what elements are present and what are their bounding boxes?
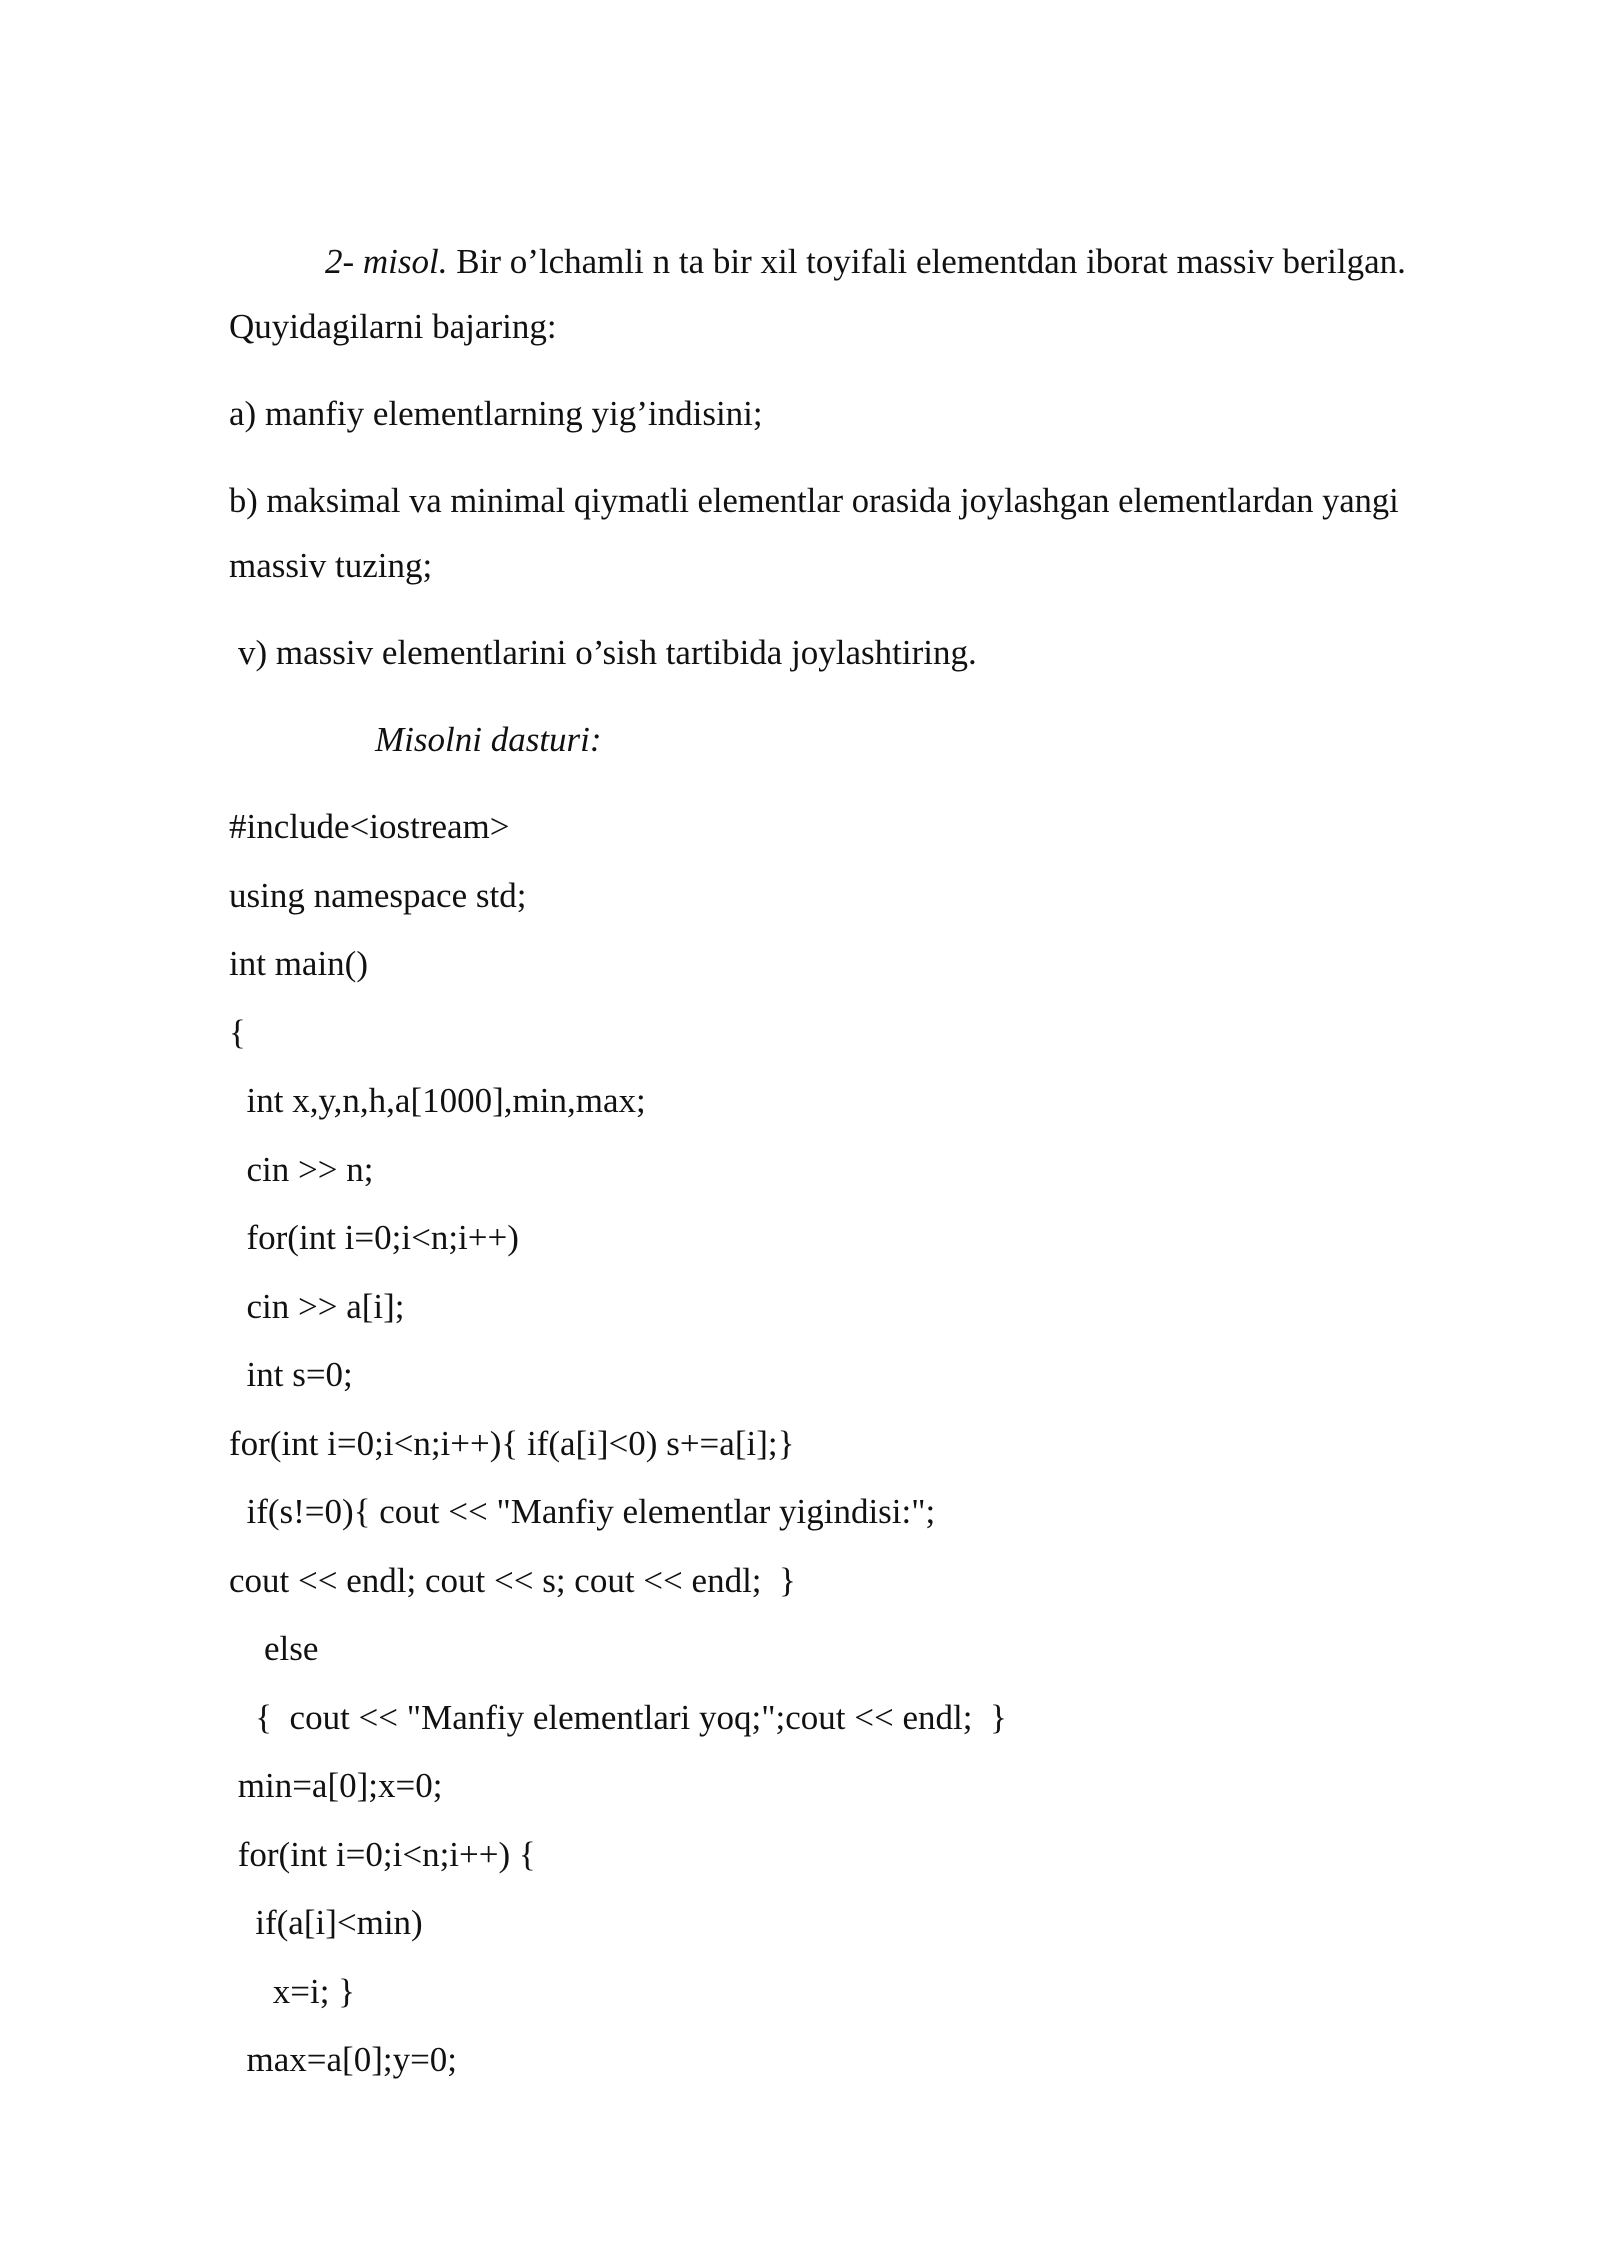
code-line: { cout << "Manfiy elementlari yoq;";cout << endl; }: [229, 1698, 1007, 1737]
code-line: x=i; }: [229, 1972, 355, 2011]
intro-text: Bir o’lchamli n ta bir xil toyifali elementdan iborat massiv berilgan.: [447, 242, 1406, 281]
example-label: 2- misol.: [325, 242, 448, 281]
task-item-b-line-1: b) maksimal va minimal qiymatli elementlar orasida joylashgan elementlardan yangi: [229, 482, 1399, 520]
task-item-v: v) massiv elementlarini o’sish tartibida joylashtiring.: [238, 633, 977, 672]
code-line: #include<iostream>: [229, 807, 510, 846]
code-line: for(int i=0;i<n;i++) {: [229, 1835, 536, 1874]
task-item-b-line-2: massiv tuzing;: [229, 546, 433, 585]
code-line: for(int i=0;i<n;i++){ if(a[i]<0) s+=a[i];}: [229, 1424, 795, 1463]
code-line: for(int i=0;i<n;i++): [229, 1218, 519, 1257]
program-heading: Misolni dasturi:: [375, 720, 602, 759]
code-line: {: [229, 1013, 246, 1052]
code-line: int x,y,n,h,a[1000],min,max;: [229, 1081, 646, 1120]
code-line: else: [229, 1629, 319, 1668]
intro-line-2: Quyidagilarni bajaring:: [229, 307, 557, 346]
code-line: int s=0;: [229, 1355, 353, 1394]
code-line: if(s!=0){ cout << "Manfiy elementlar yigindisi:";: [229, 1492, 936, 1531]
code-line: cout << endl; cout << s; cout << endl; }: [229, 1561, 796, 1600]
code-line: cin >> n;: [229, 1150, 374, 1189]
code-line: if(a[i]<min): [229, 1903, 423, 1942]
code-line: max=a[0];y=0;: [229, 2040, 458, 2079]
code-line: int main(): [229, 944, 368, 983]
code-line: using namespace std;: [229, 876, 527, 915]
intro-line-1: [325, 242, 1406, 282]
task-item-a: a) manfiy elementlarning yig’indisini;: [229, 394, 763, 433]
code-line: cin >> a[i];: [229, 1287, 405, 1326]
code-line: min=a[0];x=0;: [229, 1766, 443, 1805]
